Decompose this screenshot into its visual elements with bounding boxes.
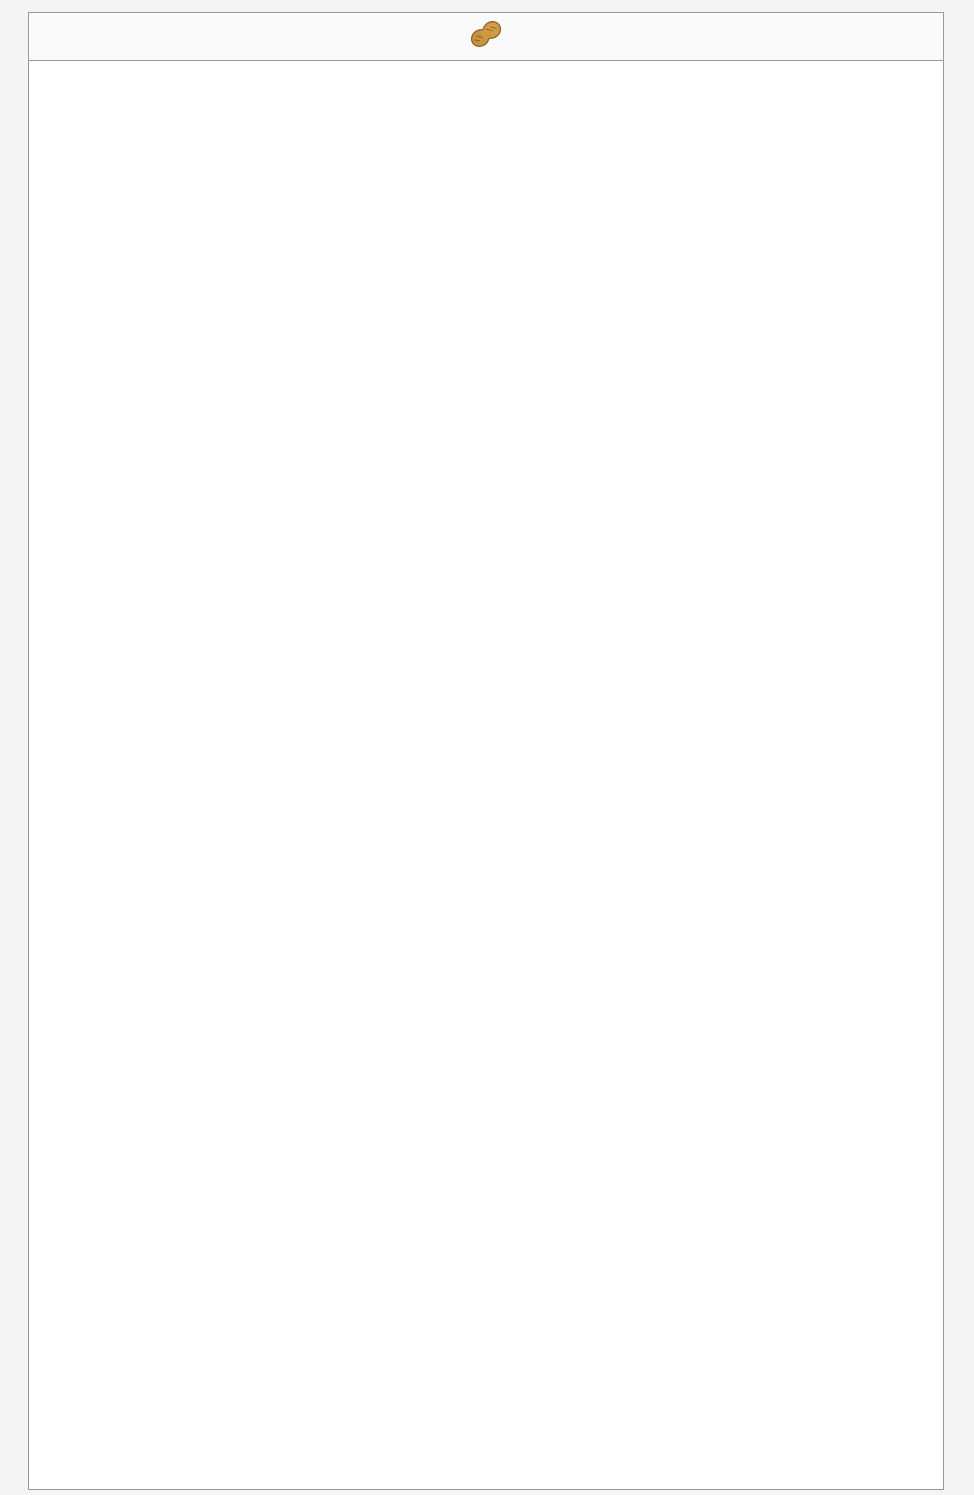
page-title [29,15,943,55]
cast-table-sheet [28,12,944,1490]
peanut-icon [468,19,504,49]
header [29,13,943,61]
